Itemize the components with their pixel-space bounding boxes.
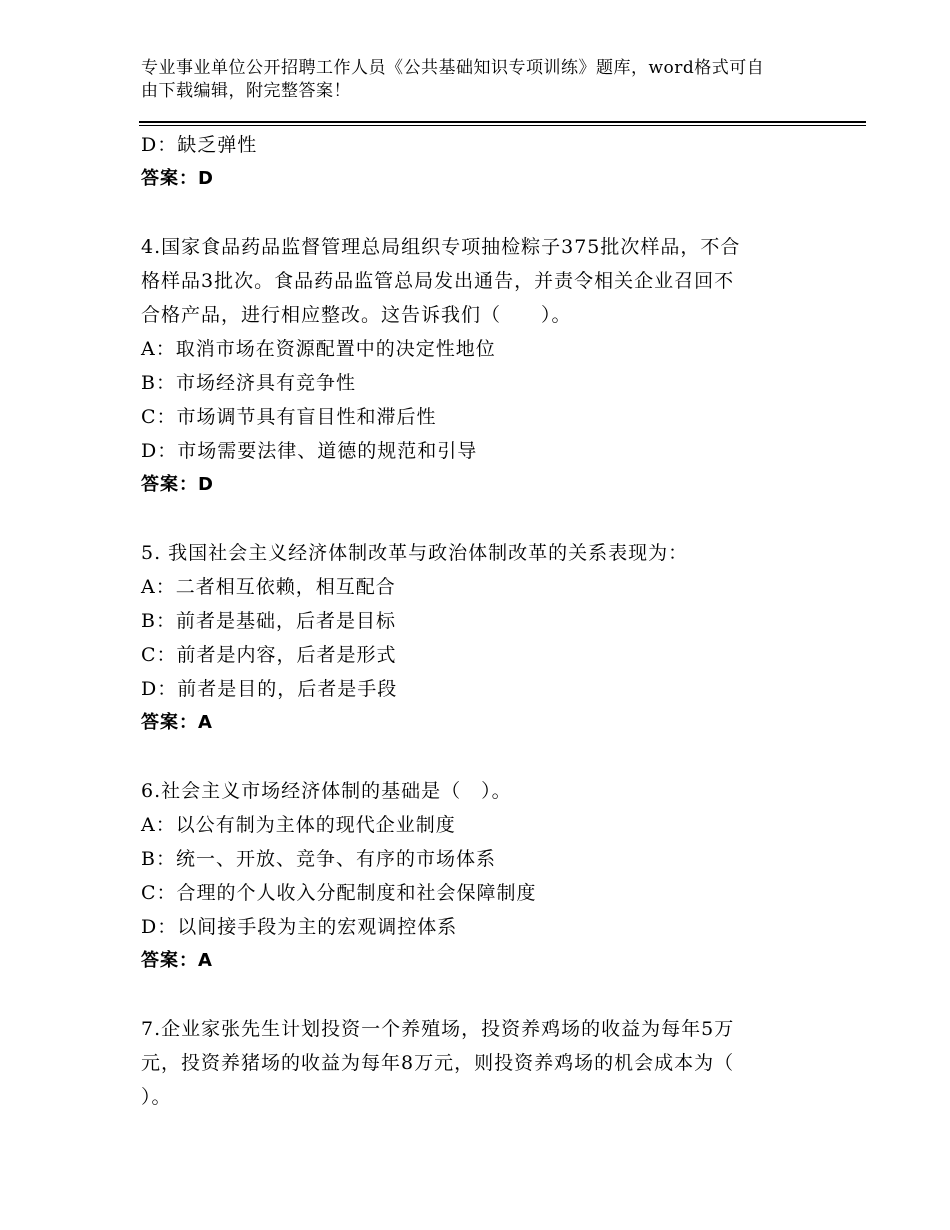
question-block-6 [141,774,801,978]
answer-label: 答案：D [141,474,214,495]
option-c: C：市场调节具有盲目性和滞后性 [141,406,437,428]
option-a: A：以公有制为主体的现代企业制度 [141,814,456,836]
option-d: D：市场需要法律、道德的规范和引导 [141,440,478,462]
option-b: B：市场经济具有竞争性 [141,372,356,394]
header-line-1: 专业事业单位公开招聘工作人员《公共基础知识专项训练》题库，word格式可自 [141,58,765,78]
question-stem: 格样品3批次。食品药品监管总局发出通告，并责令相关企业召回不 [141,270,735,292]
question-stem: 元，投资养猪场的收益为每年8万元，则投资养鸡场的机会成本为（ [141,1052,735,1074]
header-line-2: 由下载编辑，附完整答案！ [141,81,351,101]
option-d: D：缺乏弹性 [141,134,258,156]
option-c: C：前者是内容，后者是形式 [141,644,397,666]
option-c: C：合理的个人收入分配制度和社会保障制度 [141,882,537,904]
option-b: B：统一、开放、竞争、有序的市场体系 [141,848,496,870]
option-a: A：二者相互依赖，相互配合 [141,576,396,598]
question-stem: 6.社会主义市场经济体制的基础是（ ）。 [141,780,512,802]
question-stem: 合格产品，进行相应整改。这告诉我们（ ）。 [141,304,572,326]
option-b: B：前者是基础，后者是目标 [141,610,396,632]
answer-label: 答案：D [141,168,214,189]
spacer [141,978,801,1012]
option-d: D：以间接手段为主的宏观调控体系 [141,916,458,938]
question-stem: 4.国家食品药品监督管理总局组织专项抽检粽子375批次样品，不合 [141,236,741,258]
header-divider-thin [139,125,866,126]
question-stem: ）。 [141,1086,172,1108]
answer-label: 答案：A [141,950,213,971]
question-list [141,128,801,1114]
spacer [141,740,801,774]
header-divider-thick [139,121,866,123]
spacer [141,196,801,230]
document-header [141,57,801,103]
option-a: A：取消市场在资源配置中的决定性地位 [141,338,496,360]
question-block-4 [141,230,801,502]
question-block-5 [141,536,801,740]
question-stem: 5. 我国社会主义经济体制改革与政治体制改革的关系表现为： [141,542,689,564]
spacer [141,502,801,536]
question-stem: 7.企业家张先生计划投资一个养殖场，投资养鸡场的收益为每年5万 [141,1018,735,1040]
option-d: D：前者是目的，后者是手段 [141,678,398,700]
question-block-7 [141,1012,801,1114]
answer-label: 答案：A [141,712,213,733]
question-block-prev [141,128,801,196]
